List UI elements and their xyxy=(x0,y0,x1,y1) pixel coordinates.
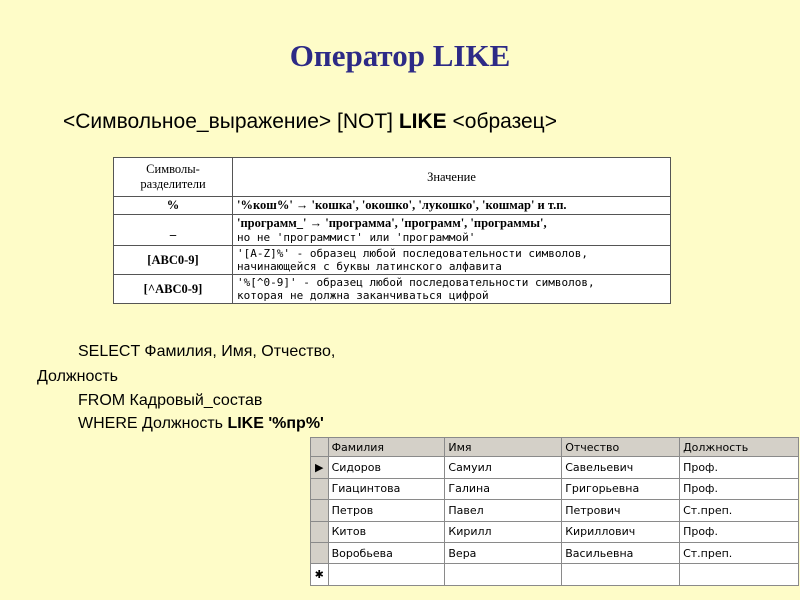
cell-patronymic[interactable]: Григорьевна xyxy=(562,478,680,499)
wildcards-row xyxy=(114,197,671,215)
table-row[interactable] xyxy=(311,521,799,542)
table-row[interactable] xyxy=(311,543,799,564)
new-record-row[interactable] xyxy=(311,564,799,586)
wildcard-meaning xyxy=(233,215,671,246)
new-record-icon[interactable]: ✱ xyxy=(311,564,329,586)
sql-line-from: FROM Кадровый_состав xyxy=(78,392,263,409)
wildcards-row xyxy=(114,246,671,275)
cell-position[interactable]: Ст.преп. xyxy=(680,500,799,521)
column-header-surname[interactable]: Фамилия xyxy=(328,438,445,457)
sql-line-select: SELECT Фамилия, Имя, Отчество, xyxy=(78,343,336,360)
cell-surname[interactable]: Петров xyxy=(328,500,445,521)
new-cell[interactable] xyxy=(562,564,680,586)
row-selector[interactable] xyxy=(311,543,329,564)
wildcards-row xyxy=(114,275,671,304)
cell-name[interactable]: Самуил xyxy=(445,457,562,478)
cell-position[interactable]: Проф. xyxy=(680,457,799,478)
result-datasheet xyxy=(310,437,799,586)
wildcard-meaning-line: но не 'программист' или 'программой' xyxy=(237,231,476,244)
cell-patronymic[interactable]: Петрович xyxy=(562,500,680,521)
wildcard-meaning-line: '[A-Z]%' - образец любой последовательности символов, xyxy=(237,247,588,260)
cell-patronymic[interactable]: Васильевна xyxy=(562,543,680,564)
like-syntax xyxy=(63,110,557,134)
syntax-like-keyword: LIKE xyxy=(398,110,447,133)
sql-where-prefix: WHERE Должность xyxy=(78,415,228,432)
cell-name[interactable]: Кирилл xyxy=(445,521,562,542)
table-row[interactable] xyxy=(311,457,799,478)
column-header-patronymic[interactable]: Отчество xyxy=(562,438,680,457)
wildcard-meaning-line: начинающейся с буквы латинского алфавита xyxy=(237,260,502,273)
wildcard-meaning xyxy=(233,197,671,215)
wildcard-meaning-line: '%[^0-9]' - образец любой последовательности символов, xyxy=(237,276,595,289)
wildcard-meaning xyxy=(233,275,671,304)
wildcards-header-row xyxy=(114,158,671,197)
page-title: Оператор LIKE xyxy=(289,38,511,73)
row-selector-corner[interactable] xyxy=(311,438,329,457)
cell-surname[interactable]: Воробьева xyxy=(328,543,445,564)
cell-surname[interactable]: Сидоров xyxy=(328,457,445,478)
new-cell[interactable] xyxy=(445,564,562,586)
table-row[interactable] xyxy=(311,478,799,499)
wildcard-meaning-line: 'программ_' → 'программа', 'программ', 'программы', xyxy=(237,216,547,230)
column-header-position[interactable]: Должность xyxy=(680,438,799,457)
cell-patronymic[interactable]: Кириллович xyxy=(562,521,680,542)
cell-surname[interactable]: Гиацинтова xyxy=(328,478,445,499)
wildcard-meaning-line: '%кош%' → 'кошка', 'окошко', 'лукошко', 'кошмар' и т.п. xyxy=(237,198,567,212)
datasheet-header-row xyxy=(311,438,799,457)
wildcards-row xyxy=(114,215,671,246)
column-header-name[interactable]: Имя xyxy=(445,438,562,457)
cell-name[interactable]: Вера xyxy=(445,543,562,564)
syntax-part1: <Символьное_выражение> [NOT] xyxy=(63,110,399,133)
cell-surname[interactable]: Китов xyxy=(328,521,445,542)
row-selector[interactable] xyxy=(311,500,329,521)
sql-line-where xyxy=(78,415,324,433)
wildcards-table xyxy=(113,157,671,304)
wildcard-symbol: [ABC0-9] xyxy=(114,246,233,275)
wildcards-header-meaning: Значение xyxy=(233,158,671,197)
row-selector[interactable] xyxy=(311,521,329,542)
cell-name[interactable]: Галина xyxy=(445,478,562,499)
sql-line-column: Должность xyxy=(37,368,118,385)
table-row[interactable] xyxy=(311,500,799,521)
cell-name[interactable]: Павел xyxy=(445,500,562,521)
new-cell[interactable] xyxy=(680,564,799,586)
wildcard-symbol: _ xyxy=(114,215,233,246)
syntax-part2: <образец> xyxy=(446,110,557,133)
cell-position[interactable]: Проф. xyxy=(680,521,799,542)
wildcard-meaning-line: которая не должна заканчиваться цифрой xyxy=(237,289,489,302)
wildcard-symbol: [^ABC0-9] xyxy=(114,275,233,304)
current-record-icon[interactable]: ▶ xyxy=(311,457,329,478)
row-selector[interactable] xyxy=(311,478,329,499)
sql-like-pattern: LIKE '%пр%' xyxy=(227,415,324,432)
wildcard-meaning xyxy=(233,246,671,275)
wildcards-header-symbols: Символы-разделители xyxy=(114,158,233,197)
cell-position[interactable]: Проф. xyxy=(680,478,799,499)
cell-patronymic[interactable]: Савельевич xyxy=(562,457,680,478)
cell-position[interactable]: Ст.преп. xyxy=(680,543,799,564)
new-cell[interactable] xyxy=(328,564,445,586)
wildcard-symbol: % xyxy=(114,197,233,215)
